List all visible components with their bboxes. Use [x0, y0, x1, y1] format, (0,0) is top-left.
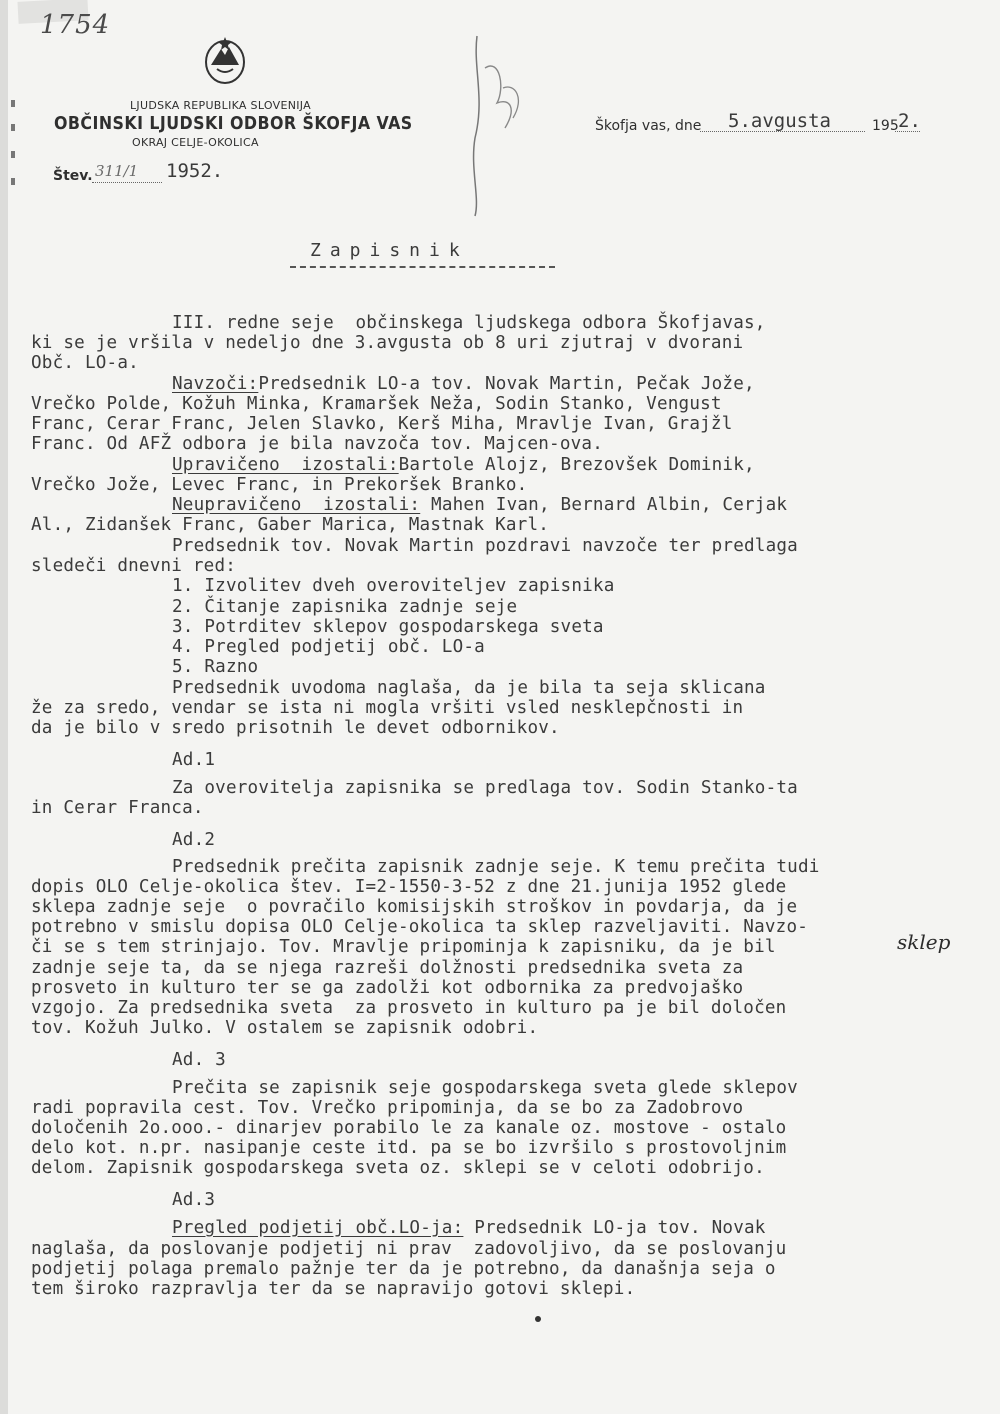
- text-line: [172, 455, 755, 475]
- text-line: da je bilo v sredo prisotnih le devet odbornikov.: [31, 718, 560, 738]
- district-name: OKRAJ CELJE-OKOLICA: [132, 136, 259, 149]
- section-heading: Ad.2: [172, 830, 216, 850]
- text-line: vzgojo. Za predsednika sveta za prosveto in kulturo pa je bil določen: [31, 998, 787, 1018]
- reference-dotted-line: [92, 182, 162, 183]
- text-line: zadnje seje ta, da se njega razreši dolžnosti predsednika sveta za: [31, 958, 744, 978]
- agenda-item: 1. Izvolitev dveh overoviteljev zapisnika: [172, 576, 615, 596]
- date-prefix: Škofja vas, dne: [595, 118, 702, 134]
- date-value: 5.avgusta: [728, 110, 831, 132]
- handwritten-margin-note: sklep: [897, 930, 951, 954]
- text-line: či se s tem strinjajo. Tov. Mravlje pripominja k zapisniku, da je bil: [31, 937, 776, 957]
- page-end-dot: [535, 1316, 541, 1322]
- text-line: sledeči dnevni red:: [31, 556, 237, 576]
- text-line: Za overovitelja zapisnika se predlaga tov. Sodin Stanko-ta: [172, 778, 798, 798]
- unexcused-members: Mahen Ivan, Bernard Albin, Cerjak: [420, 495, 788, 515]
- text-line: tem široko razpravlja ter da se napravijo gotovi sklepi.: [31, 1279, 636, 1299]
- text-line: prosveto in kulturo ter se ga zadolži kot odbornika za predvojaško: [31, 978, 744, 998]
- text-line: delo kot. n.pr. nasipanje ceste itd. pa se bo izvršilo s prostovoljnim: [31, 1138, 787, 1158]
- text-line: delom. Zapisnik gospodarskega sveta oz. sklepi se v celoti odobrijo.: [31, 1158, 765, 1178]
- agenda-item: 4. Pregled podjetij obč. LO-a: [172, 637, 485, 657]
- year-dotted-line: [895, 131, 920, 132]
- year-suffix: 2.: [898, 110, 921, 132]
- text-line: tov. Kožuh Julko. V ostalem se zapisnik odobri.: [31, 1018, 539, 1038]
- text-line: Obč. LO-a.: [31, 353, 139, 373]
- text-line: dopis OLO Celje-okolica štev. I=2-1550-3-52 z dne 21.junija 1952 glede: [31, 877, 787, 897]
- document-title: Zapisnik: [310, 240, 469, 261]
- republic-name: LJUDSKA REPUBLIKA SLOVENIJA: [130, 99, 311, 112]
- text-line: III. redne seje občinskega ljudskega odbora Škofjavas,: [172, 313, 766, 333]
- committee-name: OBČINSKI LJUDSKI ODBOR ŠKOFJA VAS: [54, 113, 413, 134]
- text-line: sklepa zadnje seje o povračilo komisijskih stroškov in povdarja, da je: [31, 897, 798, 917]
- section-label-present: Navzoči:: [172, 374, 259, 394]
- page-edge-shadow: [0, 0, 8, 1414]
- text-line: [172, 1218, 766, 1238]
- agenda-item: 2. Čitanje zapisnika zadnje seje: [172, 597, 518, 617]
- handwritten-signature: [455, 28, 535, 218]
- text-line: Predsednik tov. Novak Martin pozdravi navzoče ter predlaga: [172, 536, 798, 556]
- text-line: [172, 374, 755, 394]
- text-line: in Cerar Franca.: [31, 798, 204, 818]
- reference-year: 1952.: [166, 160, 224, 182]
- text-line: ki se je vršila v nedeljo dne 3.avgusta ob 8 uri zjutraj v dvorani: [31, 333, 744, 353]
- text-line: Predsednik prečita zapisnik zadnje seje. K temu prečita tudi: [172, 857, 820, 877]
- section-label-unexcused: Neupravičeno izostali:: [172, 495, 421, 515]
- section-label-excused: Upravičeno izostali:: [172, 455, 399, 475]
- reference-label: Štev.: [53, 168, 93, 184]
- coat-of-arms-emblem: [203, 35, 247, 85]
- text-line: že za sredo, vendar se ista ni mogla vršiti vsled nesklepčnosti in: [31, 698, 744, 718]
- reference-handwritten-number: 311/1: [95, 162, 139, 180]
- text-line: določenih 2o.ooo.- dinarjev porabilo le za kanale oz. mostove - ostalo: [31, 1118, 787, 1138]
- text-line: Prečita se zapisnik seje gospodarskega sveta glede sklepov: [172, 1078, 798, 1098]
- present-members: Predsednik LO-a tov. Novak Martin, Pečak Jože,: [258, 374, 755, 394]
- section-heading: Ad.3: [172, 1190, 216, 1210]
- section-heading: Ad.1: [172, 750, 216, 770]
- text-line: [172, 495, 787, 515]
- text-line: potrebno v smislu dopisa OLO Celje-okolica ta sklep razveljaviti. Navzo-: [31, 917, 809, 937]
- text-line: Franc, Cerar Franc, Jelen Slavko, Kerš Miha, Mravlje Ivan, Grajžl: [31, 414, 733, 434]
- text-line: naglaša, da poslovanje podjetij ni prav zadovoljivo, da se poslovanju: [31, 1239, 787, 1259]
- text-line: Vrečko Polde, Kožuh Minka, Kramaršek Neža, Sodin Stanko, Vengust: [31, 394, 722, 414]
- archive-number: 1754: [40, 10, 111, 40]
- text-line: Al., Zidanšek Franc, Gaber Marica, Mastnak Karl.: [31, 515, 550, 535]
- section-label-enterprises: Pregled podjetij obč.LO-ja:: [172, 1218, 464, 1238]
- agenda-item: 5. Razno: [172, 657, 259, 677]
- enterprises-intro: Predsednik LO-ja tov. Novak: [463, 1218, 766, 1238]
- text-line: Vrečko Jože, Levec Franc, in Prekoršek Branko.: [31, 475, 528, 495]
- text-line: Franc. Od AFŽ odbora je bila navzoča tov. Majcen-ova.: [31, 434, 603, 454]
- text-line: radi popravila cest. Tov. Vrečko pripominja, da se bo za Zadobrovo: [31, 1098, 744, 1118]
- text-line: Predsednik uvodoma naglaša, da je bila ta seja sklicana: [172, 678, 766, 698]
- text-line: podjetij polaga premalo pažnje ter da je potrebno, da današnja seja o: [31, 1259, 776, 1279]
- title-underline: [290, 266, 555, 268]
- excused-members: Bartole Alojz, Brezovšek Dominik,: [398, 455, 755, 475]
- agenda-item: 3. Potrditev sklepov gospodarskega sveta: [172, 617, 604, 637]
- year-prefix: 195: [872, 118, 899, 134]
- section-heading: Ad. 3: [172, 1050, 226, 1070]
